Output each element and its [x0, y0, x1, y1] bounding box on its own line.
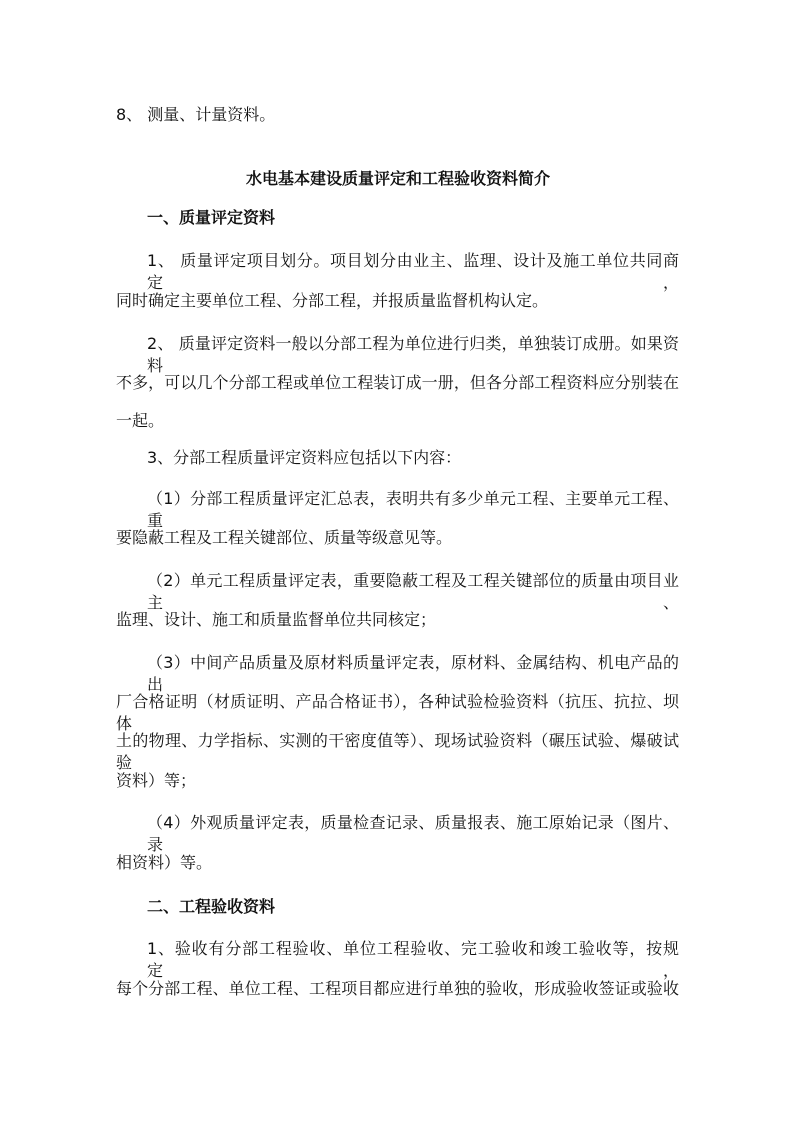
- paragraph-line: 同时确定主要单位工程、分部工程，并报质量监督机构认定。: [116, 291, 549, 310]
- paragraph-line: 一起。: [116, 411, 165, 430]
- paragraph-line: 每个分部工程、单位工程、工程项目都应进行单独的验收，形成验收签证或验收: [116, 979, 679, 998]
- paragraph-line: 1、 质量评定项目划分。项目划分由业主、监理、设计及施工单位共同商定，: [147, 251, 679, 292]
- document-title: 水电基本建设质量评定和工程验收资料简介: [246, 169, 551, 188]
- paragraph-line: 土的物理、力学指标、实测的干密度值等）、现场试验资料（碾压试验、爆破试验: [116, 731, 679, 772]
- paragraph-line: 3、分部工程质量评定资料应包括以下内容：: [147, 448, 462, 467]
- paragraph-line: （4）外观质量评定表，质量检查记录、质量报表、施工原始记录（图片、录: [147, 813, 679, 854]
- paragraph-line: （2）单元工程质量评定表，重要隐蔽工程及工程关键部位的质量由项目业主、: [147, 571, 679, 612]
- paragraph-line: 相资料）等。: [116, 853, 213, 872]
- paragraph-line: 1、验收有分部工程验收、单位工程验收、完工验收和竣工验收等，按规定，: [147, 939, 679, 980]
- paragraph-line: 资料）等；: [116, 771, 197, 790]
- section-heading-quality-assessment: 一、质量评定资料: [147, 208, 276, 227]
- paragraph-line: （3）中间产品质量及原材料质量评定表，原材料、金属结构、机电产品的出: [147, 653, 679, 694]
- paragraph-line: 不多，可以几个分部工程或单位工程装订成一册，但各分部工程资料应分别装在: [116, 373, 679, 392]
- paragraph-line: 厂合格证明（材质证明、产品合格证书），各种试验检验资料（抗压、抗拉、坝体: [116, 692, 679, 733]
- paragraph-line: （1）分部工程质量评定汇总表，表明共有多少单元工程、主要单元工程、重: [147, 489, 679, 530]
- paragraph-line: 2、 质量评定资料一般以分部工程为单位进行归类，单独装订成册。如果资料: [147, 334, 679, 375]
- list-item-8: 8、 测量、计量资料。: [116, 105, 276, 124]
- paragraph-line: 监理、设计、施工和质量监督单位共同核定；: [116, 610, 437, 629]
- section-heading-acceptance: 二、工程验收资料: [147, 897, 276, 916]
- paragraph-line: 要隐蔽工程及工程关键部位、质量等级意见等。: [116, 528, 453, 547]
